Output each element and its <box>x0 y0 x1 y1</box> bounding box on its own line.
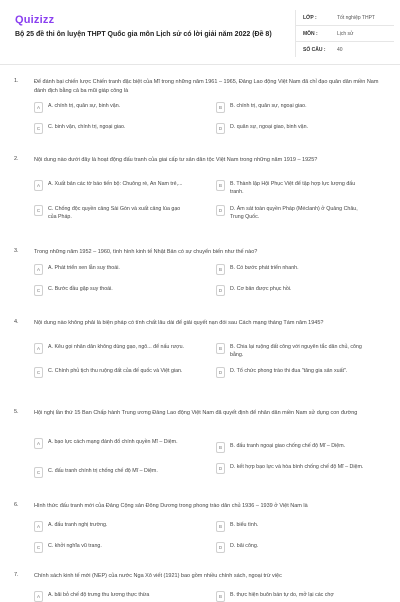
option-letter-box: B <box>216 180 225 191</box>
option-c[interactable] <box>34 368 188 378</box>
option-a[interactable] <box>34 439 188 449</box>
option-text: A. bạo lực cách mạng đánh đổ chính quyền Mĩ – Diệm. <box>48 439 178 445</box>
question-text: Chính sách kinh tế mới (NEP) của nước Nga Xô viết (1921) bao gồm nhiều chính sách, ngoại trừ việc <box>34 573 282 579</box>
option-c[interactable] <box>34 124 188 134</box>
question-text: Nội dung nào dưới đây là hoạt động đấu tranh của giai cấp tư sản dân tộc Việt Nam trong những năm 1919 – 1925? <box>34 157 318 163</box>
question-number: 2. <box>14 156 19 162</box>
option-text: D. Tổ chức phong trào thi đua "tăng gia sản xuất". <box>230 368 348 374</box>
option-letter-box: B <box>216 591 225 602</box>
question-text: Hội nghị lần thứ 15 Ban Chấp hành Trung ương Đảng Lao động Việt Nam đã quyết định để nhân dân miền Nam sử dụng con đường <box>34 410 358 416</box>
question-number: 6. <box>14 502 19 508</box>
option-text: D. kết hợp bạo lực và hòa bình chống chế độ Mĩ – Diệm. <box>230 464 364 470</box>
option-letter-box: C <box>34 205 43 216</box>
question-number: 4. <box>14 319 19 325</box>
option-a[interactable] <box>34 181 188 191</box>
question-text: Để đánh bại chiến lược Chiến tranh đặc biệt của Mĩ trong những năm 1961 – 1965, Đảng Lao động Việt Nam đã chỉ đạo quân dân miền Nam đánh địch bằng cả ba mũi giáp công là <box>34 79 379 94</box>
question-number: 7. <box>14 572 19 578</box>
option-c[interactable] <box>34 543 188 553</box>
question-number: 3. <box>14 248 19 254</box>
option-a[interactable] <box>34 103 188 113</box>
option-text: A. bãi bỏ chế độ trưng thu lương thực thừa <box>48 592 150 598</box>
option-text: C. khởi nghĩa vũ trang. <box>48 543 102 549</box>
page-title: Bộ 25 đề thi ôn luyện THPT Quốc gia môn Lịch sử có lời giải năm 2022 (Đề 8) <box>15 31 272 38</box>
meta-label: SỐ CÂU : <box>303 46 326 53</box>
meta-value: Lịch sử <box>337 30 354 37</box>
option-text: B. Chia lại ruộng đất công với nguyên tắc dân chủ, công bằng. <box>230 344 362 358</box>
option-b[interactable] <box>216 344 370 359</box>
option-text: C. Bước đầu gặp suy thoái. <box>48 286 113 292</box>
option-letter-box: D <box>216 542 225 553</box>
option-letter-box: A <box>34 438 43 449</box>
option-text: A. Xuất bản các tờ báo tiến bộ: Chuông rè, An Nam trẻ,... <box>48 181 183 187</box>
meta-info-table <box>295 10 394 57</box>
option-letter-box: C <box>34 542 43 553</box>
option-text: A. Kêu gọi nhân dân không dùng gạo, ngô... để nấu rượu. <box>48 344 185 350</box>
question-text: Nội dung nào không phải là biện pháp có tính chất lâu dài để giải quyết nạn đói sau Cách mạng tháng Tám năm 1945? <box>34 320 324 326</box>
option-letter-box: A <box>34 102 43 113</box>
option-letter-box: A <box>34 180 43 191</box>
option-text: D. Ám sát toàn quyền Pháp (Méclanh) ở Quảng Châu, Trung Quốc. <box>230 206 358 220</box>
option-letter-box: C <box>34 467 43 478</box>
option-b[interactable] <box>216 592 370 602</box>
option-letter-box: B <box>216 102 225 113</box>
option-letter-box: B <box>216 264 225 275</box>
meta-row-count <box>296 42 394 57</box>
option-letter-box: C <box>34 285 43 296</box>
option-letter-box: B <box>216 343 225 354</box>
option-letter-box: C <box>34 367 43 378</box>
option-d[interactable] <box>216 464 370 474</box>
option-letter-box: D <box>216 205 225 216</box>
option-a[interactable] <box>34 522 188 532</box>
option-text: B. Có bước phát triển nhanh. <box>230 265 299 271</box>
option-letter-box: D <box>216 367 225 378</box>
option-letter-box: B <box>216 521 225 532</box>
option-d[interactable] <box>216 206 370 221</box>
quizizz-logo[interactable]: Quizizz <box>15 14 55 26</box>
option-text: B. Thành lập Hội Phục Việt để tập hợp lực lượng đấu tranh. <box>230 181 356 195</box>
question-number: 1. <box>14 78 19 84</box>
option-text: C. Chống độc quyền cảng Sài Gòn và xuất cảng lúa gạo của Pháp. <box>48 206 181 220</box>
meta-value: Tốt nghiệp THPT <box>337 14 375 21</box>
option-letter-box: A <box>34 343 43 354</box>
option-text: B. chính trị, quân sự, ngoại giao. <box>230 103 307 109</box>
option-a[interactable] <box>34 344 188 354</box>
option-letter-box: A <box>34 521 43 532</box>
option-d[interactable] <box>216 368 370 378</box>
option-text: B. đấu tranh ngoại giao chống chế độ Mĩ – Diệm. <box>230 443 346 449</box>
option-c[interactable] <box>34 468 188 478</box>
option-c[interactable] <box>34 206 188 221</box>
option-letter-box: B <box>216 442 225 453</box>
option-text: B. biểu tình. <box>230 522 259 528</box>
option-d[interactable] <box>216 286 370 296</box>
option-text: B. thực hiện buôn bán tự do, mở lại các chợ <box>230 592 334 598</box>
option-b[interactable] <box>216 522 370 532</box>
question-number: 5. <box>14 409 19 415</box>
option-text: D. quân sự, ngoại giao, binh vận. <box>230 124 309 130</box>
document-header <box>0 0 400 65</box>
meta-row-subject <box>296 26 394 42</box>
option-text: A. Phát triển xen lẫn suy thoái. <box>48 265 120 271</box>
option-text: A. chính trị, quân sự, binh vận. <box>48 103 121 109</box>
option-d[interactable] <box>216 543 370 553</box>
option-letter-box: D <box>216 123 225 134</box>
option-b[interactable] <box>216 265 370 275</box>
option-letter-box: D <box>216 285 225 296</box>
meta-row-grade <box>296 10 394 26</box>
option-b[interactable] <box>216 181 370 196</box>
option-a[interactable] <box>34 265 188 275</box>
option-text: C. binh vận, chính trị, ngoại giao. <box>48 124 126 130</box>
meta-label: MÔN : <box>303 30 318 37</box>
question-text: Hình thức đấu tranh mới của Đảng Cộng sản Đông Dương trong phong trào dân chủ 1936 – 1939 ở Việt Nam là <box>34 503 308 509</box>
option-text: C. Chính phủ tịch thu ruộng đất của đế quốc và Việt gian. <box>48 368 183 374</box>
option-text: D. bãi công. <box>230 543 259 549</box>
meta-label: LỚP : <box>303 14 317 21</box>
meta-value: 40 <box>337 46 343 53</box>
question-text: Trong những năm 1952 – 1960, tình hình kinh tế Nhật Bản có sự chuyển biến như thế nào? <box>34 249 258 255</box>
option-text: A. đấu tranh nghị trường. <box>48 522 108 528</box>
option-text: D. Cơ bản được phục hồi. <box>230 286 292 292</box>
option-b[interactable] <box>216 443 370 453</box>
option-c[interactable] <box>34 286 188 296</box>
option-a[interactable] <box>34 592 188 602</box>
option-d[interactable] <box>216 124 370 134</box>
option-b[interactable] <box>216 103 370 113</box>
option-text: C. đấu tranh chính trị chống chế độ Mĩ – Diệm. <box>48 468 158 474</box>
option-letter-box: A <box>34 591 43 602</box>
option-letter-box: C <box>34 123 43 134</box>
option-letter-box: D <box>216 463 225 474</box>
option-letter-box: A <box>34 264 43 275</box>
